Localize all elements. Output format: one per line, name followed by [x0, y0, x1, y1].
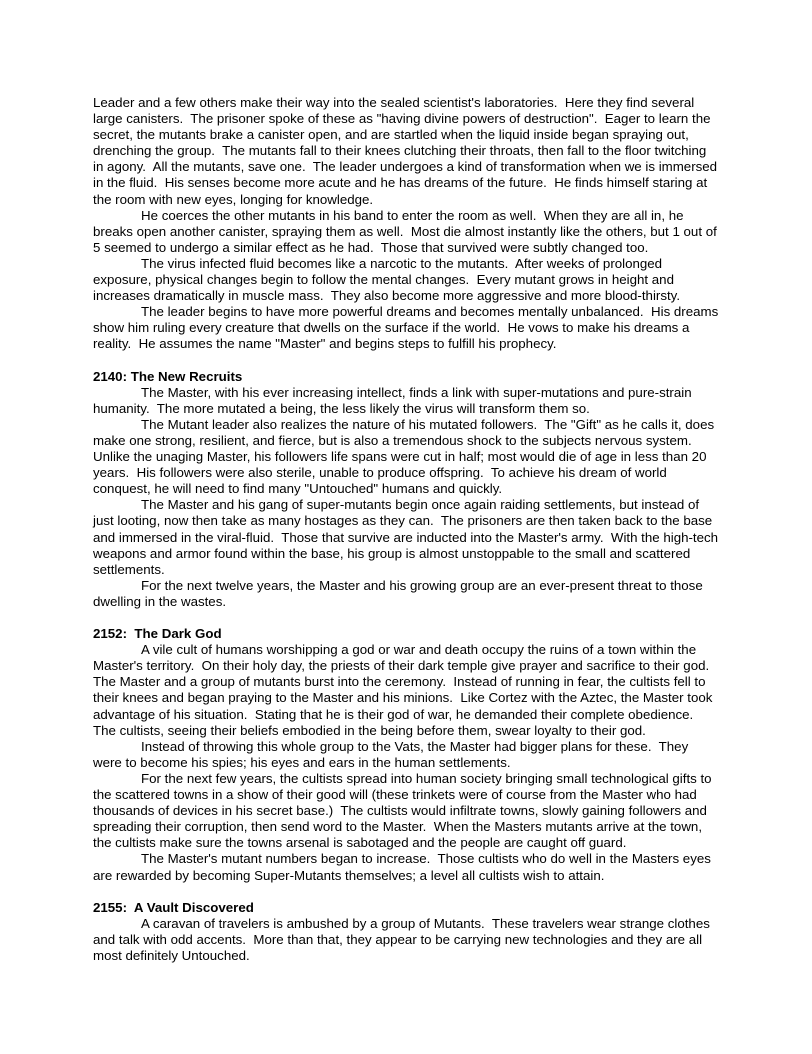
section-heading: 2155: A Vault Discovered: [93, 899, 254, 915]
paragraph: The Master, with his ever increasing intellect, finds a link with super-mutations and pure-strain humanity. The more mutated a being, the less likely the virus will transform them so.: [93, 384, 696, 416]
paragraph: The Master's mutant numbers began to increase. Those cultists who do well in the Masters eyes are rewarded by becoming Super-Mutants themselves; a level all cultists wish to attain.: [93, 851, 715, 883]
paragraph: The virus infected fluid becomes like a narcotic to the mutants. After weeks of prolonged exposure, physical changes begin to follow the mental changes. Every mutant grows in height and increases dramatically in muscle mass. They also become more aggressive and more blood-thirsty.: [93, 255, 681, 304]
paragraph: The leader begins to have more powerful dreams and becomes mentally unbalanced. His dreams show him ruling every creature that dwells on the surface if the world. He vows to make his dreams a reality. He assumes the name "Master" and begins steps to fulfill his prophecy.: [93, 304, 722, 352]
paragraph: A caravan of travelers is ambushed by a group of Mutants. These travelers wear strange clothes and talk with odd accents. More than that, they appear to be carrying new technologies and they are all most definitely Untouched.: [93, 915, 714, 963]
section-heading: 2140: The New Recruits: [93, 368, 243, 384]
section-heading: 2152: The Dark God: [93, 626, 222, 642]
paragraph: For the next few years, the cultists spread into human society bringing small technological gifts to the scattered towns in a show of their good will (these trinkets were of course from the Master who had thousands of devices in his secret base.) The cultists would infiltrate towns, slowly gaining followers and spreading their corruption, then send word to the Master. When the Masters mutants arrive at the town, the cultists make sure the towns arsenal is sabotaged and the people are caught off guard.: [93, 770, 716, 851]
paragraph: He coerces the other mutants in his band to enter the room as well. When they are all in, he breaks open another canister, spraying them as well. Most die almost instantly like the others, but 1 out of 5 seemed to undergo a similar effect as he had. Those that survived were subtly changed too.: [93, 207, 721, 255]
paragraph: The Mutant leader also realizes the nature of his mutated followers. The "Gift" as he calls it, does make one strong, resilient, and fierce, but is also a tremendous shock to the subjects nervous system. Unlike the unaging Master, his followers life spans were cut in half; most would die of age in less than 20 years. His followers were also sterile, unable to produce offspring. To achieve his dream of world conquest, he will need to find many "Untouched" humans and quickly.: [93, 416, 718, 497]
paragraph: Leader and a few others make their way into the sealed scientist's laboratories. Here they find several large canisters. The prisoner spoke of these as "having divine powers of destruction". Eager to learn the secret, the mutants brake a canister open, and are startled when the liquid inside began spraying out, drenching the group. The mutants fall to their knees clutching their throats, then fall to the floor twitching in agony. All the mutants, save one. The leader undergoes a kind of transformation when we is immersed in the fluid. His senses become more acute and he has dreams of the future. He finds himself staring at the room with new eyes, longing for knowledge.: [93, 95, 721, 207]
paragraph: A vile cult of humans worshipping a god or war and death occupy the ruins of a town within the Master's territory. On their holy day, the priests of their dark temple give prayer and sacrifice to their god. The Master and a group of mutants burst into the ceremony. Instead of running in fear, the cultists fell to their knees and began praying to the Master and his minions. Like Cortez with the Aztec, the Master took advantage of his situation. Stating that he is their god of war, he demanded their complete obedience. The cultists, seeing their beliefs embodied in the being before them, swear loyalty to their god.: [93, 642, 717, 738]
paragraph: Instead of throwing this whole group to the Vats, the Master had bigger plans for these. They were to become his spies; his eyes and ears in the human settlements.: [93, 738, 692, 770]
paragraph: The Master and his gang of super-mutants begin once again raiding settlements, but instead of just looting, now then take as many hostages as they can. The prisoners are then taken back to the base and immersed in the viral-fluid. Those that survive are inducted into the Master's army. With the high-tech weapons and armor found within the base, his group is almost unstoppable to the small and scattered settlements.: [93, 497, 722, 577]
document-content: [93, 95, 720, 964]
paragraph: For the next twelve years, the Master and his growing group are an ever-present threat to those dwelling in the wastes.: [93, 577, 707, 609]
